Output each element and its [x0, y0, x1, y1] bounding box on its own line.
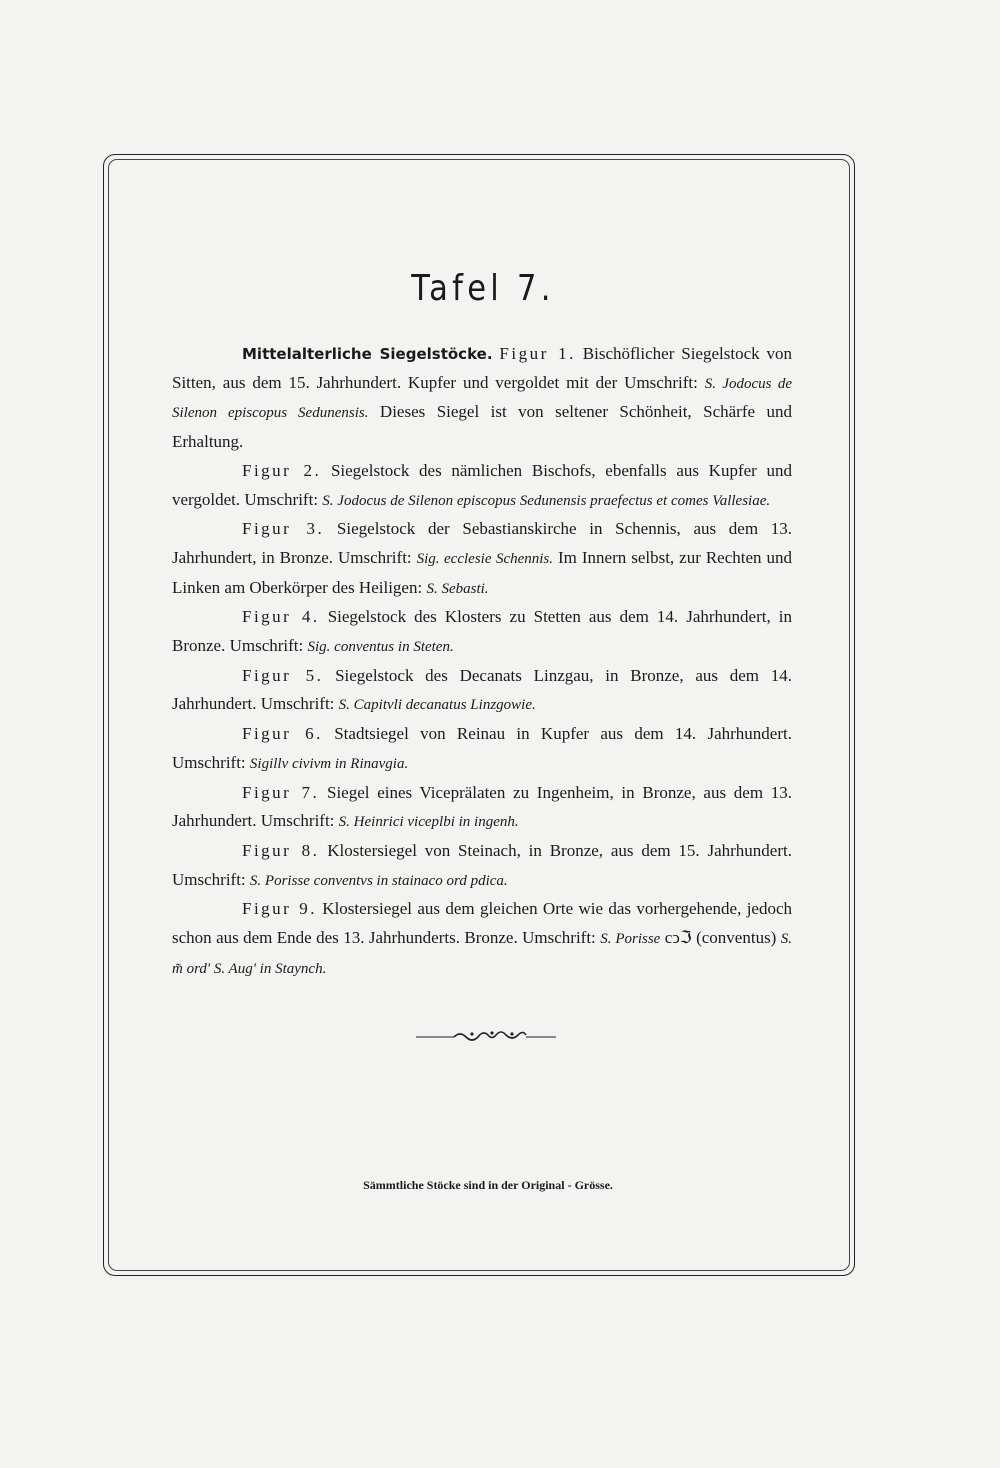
- figure-paragraph: [172, 895, 792, 983]
- figure-paragraph: [172, 779, 792, 837]
- paragraph-text: Bischöflicher Siegelstock von Sitten, aus dem 15. Jahrhundert. Kupfer und vergoldet mit der Umschrift:: [172, 344, 793, 392]
- inscription-text: S. Porisse conventvs in stainaco ord pdica.: [249, 872, 508, 889]
- figure-label: Figur 8.: [242, 840, 320, 860]
- figure-label: Figur 3.: [242, 519, 325, 539]
- inscription-text: S. Porisse: [600, 931, 661, 948]
- paragraph-text: cↄℑ (conventus): [660, 928, 781, 948]
- paragraph-text: Siegelstock der Sebastianskirche in Schennis, aus dem 13. Jahrhundert, in Bronze. Umschrift:: [172, 519, 792, 567]
- figure-paragraph: [172, 720, 792, 778]
- ornament-divider: [416, 1028, 556, 1044]
- paragraph-text: Klostersiegel aus dem gleichen Orte wie das vorhergehende, jedoch schon aus dem Ende des 13. Jahrhunderts. Bronze. Umschrift:: [172, 899, 793, 948]
- figure-paragraph: [172, 837, 792, 895]
- figure-label: Figur 6.: [242, 724, 323, 744]
- plate-description: [172, 340, 792, 983]
- figure-paragraph: [172, 457, 792, 515]
- figure-label: Figur 2.: [242, 460, 322, 480]
- paragraph-text: Siegel eines Viceprälaten zu Ingenheim, in Bronze, aus dem 13. Jahrhundert. Umschrift:: [172, 782, 792, 831]
- figure-label: Figur 4.: [242, 607, 320, 627]
- figure-label: Figur 1.: [499, 344, 576, 363]
- inscription-text: S. Heinrici viceplbi in ingenh.: [338, 814, 519, 831]
- paragraph-text: Stadtsiegel von Reinau in Kupfer aus dem 14. Jahrhundert. Umschrift:: [172, 724, 792, 772]
- inscription-text: S. Jodocus de Silenon episcopus Sedunensis.: [172, 375, 792, 422]
- figure-label: Figur 9.: [242, 899, 317, 919]
- figure-paragraph: [172, 603, 792, 661]
- figure-label: Figur 7.: [242, 782, 320, 802]
- inscription-text: Sig. conventus in Steten.: [307, 639, 454, 656]
- figure-label: Figur 5.: [242, 665, 324, 685]
- section-heading: Mittelalterliche Siegelstöcke.: [242, 345, 493, 363]
- paragraph-text: Siegelstock des Decanats Linzgau, in Bronze, aus dem 14. Jahrhundert. Umschrift:: [172, 665, 792, 714]
- figure-paragraph: [172, 340, 792, 457]
- figure-paragraph: [172, 515, 792, 603]
- inscription-text: S. Sebasti.: [426, 580, 489, 597]
- inscription-text: Sig. ecclesie Schennis.: [416, 550, 554, 567]
- footnote: Sämmtliche Stöcke sind in der Original - Grösse.: [363, 1178, 613, 1192]
- plate-title: Tafel 7.: [411, 268, 555, 309]
- inscription-text: S. Capitvli decanatus Linzgowie.: [338, 697, 536, 714]
- paragraph-text: Klostersiegel von Steinach, in Bronze, aus dem 15. Jahrhundert. Umschrift:: [172, 840, 792, 889]
- paragraph-text: Siegelstock des Klosters zu Stetten aus dem 14. Jahrhundert, in Bronze. Umschrift:: [172, 607, 792, 656]
- inscription-text: S. m̃ ord' S. Aug' in Staynch.: [172, 931, 793, 977]
- paragraph-text: Im Innern selbst, zur Rechten und Linken am Oberkörper des Heiligen:: [172, 547, 793, 597]
- inscription-text: Sigillv civivm in Rinavgia.: [249, 755, 409, 772]
- paragraph-text: Dieses Siegel ist von seltener Schönheit, Schärfe und Erhaltung.: [172, 402, 792, 452]
- paragraph-text: Siegelstock des nämlichen Bischofs, ebenfalls aus Kupfer und vergoldet. Umschrift:: [172, 460, 792, 509]
- figure-paragraph: [172, 662, 792, 720]
- inscription-text: S. Jodocus de Silenon episcopus Sedunensis praefectus et comes Vallesiae.: [322, 492, 771, 509]
